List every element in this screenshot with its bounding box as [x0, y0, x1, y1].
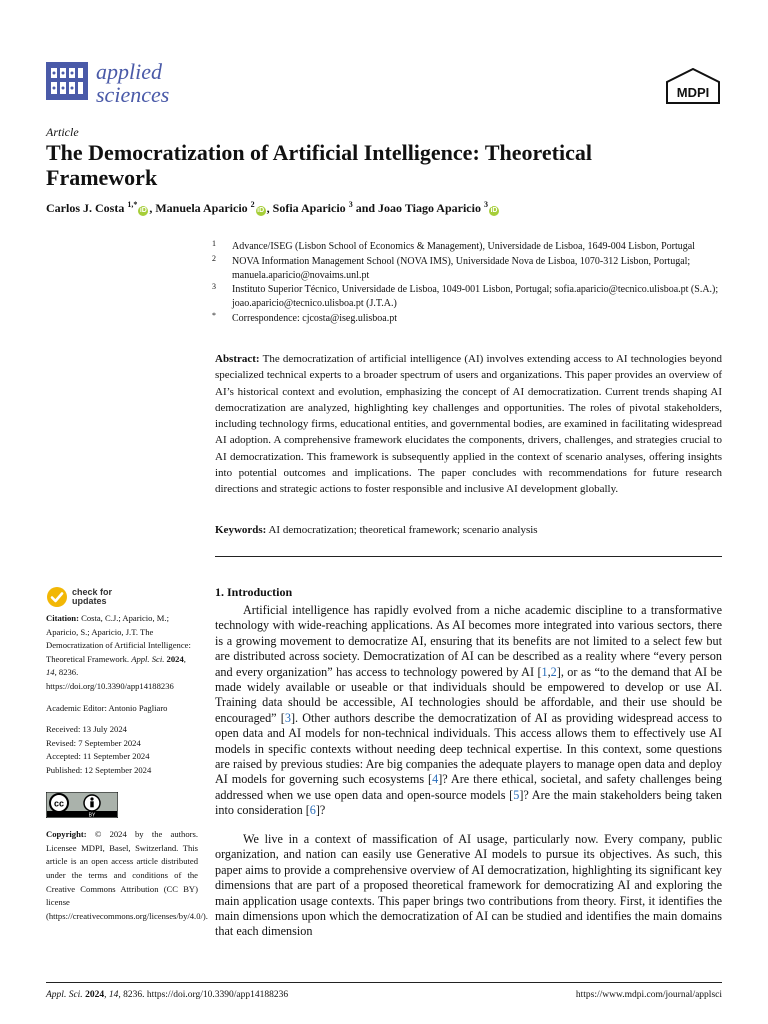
abstract-text: The democratization of artificial intelligence (AI) involves extending access to AI technologies beyond specialized technical experts to a broader spectrum of users and organizations. This paper provides an overview of AI’s historical context and evolution, emphasizing the concept of AI democratization. Current trends shaping AI democratization are analyzed, highlighting key challenges and opportunities. The roles of pivotal stakeholders, including technology firms, educational entities, and governmental bodies, are examined in facilitating widespread AI adoption. A comprehensive framework elucidates the components, drivers, challenges, and strategies crucial to AI democratization. This framework is subsequently applied in the context of scenario analyses, offering insights into potential outcomes and implications. The paper concludes with recommendations for future research directions and strategic actions to foster responsible and inclusive AI development globally.	[215, 353, 722, 496]
author-list	[46, 200, 736, 216]
author-name: Manuela Aparicio	[155, 201, 248, 215]
copyright-label: Copyright:	[46, 829, 87, 840]
journal-name	[96, 60, 169, 106]
check-for-updates-line1: check for	[72, 587, 113, 597]
svg-text:cc: cc	[53, 798, 65, 809]
footer-journal-url[interactable]: https://www.mdpi.com/journal/applsci	[575, 990, 722, 1000]
author-separator: ,	[266, 201, 273, 215]
citation-label: Citation:	[46, 613, 79, 623]
affiliation-item	[212, 255, 722, 283]
journal-logo-icon	[46, 62, 88, 100]
paragraph-text: Artificial intelligence has rapidly evolved from a niche academic discipline to a transformative technology with wide-reaching applications. As AI becomes more integrated into various sectors, there is a growing movement to democratize AI, ensuring that its benefits are not limited to a select few but are distributed across society. Democratization of AI can be described as a reality where “every person and every organization” has access to technology powered by AI [	[215, 603, 722, 679]
citation-doi[interactable]: , 8236. https://doi.org/10.3390/app14188236	[46, 667, 174, 691]
check-for-updates-line2: updates	[72, 596, 107, 606]
date-received: Received: 13 July 2024	[46, 724, 127, 735]
abstract	[215, 351, 722, 498]
citation-link[interactable]: 1	[541, 664, 548, 679]
affiliations	[212, 240, 722, 327]
footer-journal: Appl. Sci.	[46, 990, 83, 1000]
affiliation-number: *	[212, 310, 216, 320]
paragraph-text: ]?	[315, 803, 326, 818]
author-affiliation-mark: 3	[348, 200, 353, 209]
check-for-updates-icon	[46, 586, 68, 608]
section-heading: 1. Introduction	[215, 585, 293, 599]
journal-logo[interactable]	[46, 60, 266, 106]
author-name: Carlos J. Costa	[46, 201, 125, 215]
orcid-icon[interactable]: iD	[257, 207, 265, 214]
affiliation-number: 2	[212, 253, 216, 263]
keywords-text: AI democratization; theoretical framework; scenario analysis	[268, 524, 538, 536]
affiliation-number: 1	[212, 239, 216, 248]
copyright-text: © 2024 by the authors. Licensee MDPI, Basel, Switzerland. This article is an open access article distributed under the terms and conditions of the Creative Commons Attribution (CC BY) license (https://creativecommons.org/licenses/by/4.0/).	[46, 829, 208, 921]
check-for-updates-label	[72, 588, 112, 606]
citation-volume: 14	[46, 667, 55, 678]
intro-paragraph-2: We live in a context of massification of AI usage, particularly now. Every company, public organization, and nation can easily use Generative AI models to pursue its objectives. As such, this paper aims to provide a comprehensive overview of AI democratization, highlighting its significant key dimensions that are part of a proposed theoretical framework for democratizing AI and exploring the main application usage contexts. This paper brings two contributions from theory. First, it identifies the main dimensions upon which the democratization of AI can be studied and identifies the main domains that each dimension	[215, 832, 722, 939]
author-separator: ,	[149, 201, 156, 215]
mdpi-logo[interactable]	[664, 68, 722, 104]
author-affiliation-mark: 2	[250, 200, 255, 209]
paragraph-text: ]. Other authors describe the democratization of AI as providing widespread access to open data and AI models for non-technical individuals. This access allows them to effectively use AI models in specific contexts without needing deep technical expertise. In this context, some questions are raised by previous studies: Are big companies the adequate players to manage open data and deploy AI models for governing such ecosystems [	[215, 710, 723, 787]
paper-title: The Democratization of Artificial Intelligence: Theoretical Framework	[46, 140, 592, 190]
abstract-divider	[215, 556, 722, 557]
citation-link[interactable]: 5	[513, 787, 520, 802]
citation: Citation: Costa, C.J.; Aparicio, M.; Aparicio, S.; Aparicio, J.T. The Democratization of Artificial Intelligence: Theoretical Framework. Appl. Sci. 2024, 14, 8236. https://doi.org/10.3390/app14188236	[46, 613, 191, 691]
author-name: Joao Tiago Aparicio	[378, 201, 481, 215]
footer-volume: 14	[108, 990, 119, 1000]
affiliation-item	[212, 283, 722, 311]
publication-dates	[46, 723, 198, 777]
abstract-label: Abstract:	[215, 353, 260, 365]
date-accepted: Accepted: 11 September 2024	[46, 751, 150, 762]
citation-link[interactable]: 2	[550, 664, 557, 679]
journal-name-line2: sciences	[96, 82, 170, 107]
author-separator: and	[352, 201, 379, 215]
author-affiliation-mark: 1,*	[127, 200, 138, 209]
affiliation-item	[212, 240, 722, 254]
author-affiliation-mark: 3	[483, 200, 488, 209]
citation-link[interactable]: 3	[284, 710, 291, 725]
keywords	[215, 524, 722, 536]
mdpi-logo-text: MDPI	[676, 85, 710, 100]
orcid-icon[interactable]: iD	[490, 207, 498, 214]
sidebar	[46, 612, 208, 931]
keywords-label: Keywords:	[215, 524, 267, 536]
citation-link[interactable]: 4	[432, 772, 439, 787]
paragraph-text: ]? Are there ethical, societal, and safety challenges being addressed when we use open data and open-source models [	[215, 772, 722, 802]
author-name: Sofia Aparicio	[272, 201, 346, 215]
footer-doi[interactable]: , 8236. https://doi.org/10.3390/app14188236	[118, 990, 289, 1000]
affiliation-text: NOVA Information Management School (NOVA IMS), Universidade Nova de Lisboa, 1070-312 Lisbon, Portugal; manuela.aparicio@novaims.unl.pt	[232, 255, 691, 281]
orcid-icon[interactable]: iD	[139, 207, 147, 214]
footer-year: 2024	[85, 990, 105, 1000]
copyright-notice	[46, 828, 208, 923]
citation-text: Costa, C.J.; Aparicio, M.; Aparicio, S.; Aparicio, J.T. The Democratization of Artificial Intelligence: Theoretical Framework.	[46, 613, 191, 664]
date-revised: Revised: 7 September 2024	[46, 737, 141, 748]
date-published: Published: 12 September 2024	[46, 764, 152, 775]
article-type: Article	[46, 125, 79, 139]
paragraph-text: ,	[547, 664, 551, 679]
affiliation-number: 3	[212, 282, 216, 292]
affiliation-text: Instituto Superior Técnico, Universidade de Lisboa, 1049-001 Lisbon, Portugal; sofia.aparicio@tecnico.ulisboa.pt (S.A.); joao.aparicio@tecnico.ulisboa.pt (J.T.A.)	[232, 284, 719, 310]
footer-citation: Appl. Sci. 2024, 14, 8236. https://doi.org/10.3390/app14188236	[46, 990, 289, 1000]
cc-by-license-icon[interactable]	[46, 792, 118, 818]
journal-name-line1: applied	[96, 59, 162, 84]
license-badge-text: BY	[88, 811, 96, 818]
footer-rule	[46, 982, 722, 983]
correspondence-text: Correspondence: cjcosta@iseg.ulisboa.pt	[232, 312, 397, 324]
citation-year: 2024	[166, 653, 184, 664]
citation-link[interactable]: 6	[309, 803, 316, 818]
intro-paragraph-1	[215, 603, 722, 819]
affiliation-text: Advance/ISEG (Lisbon School of Economics & Management), Universidade de Lisboa, 1649-004 Lisbon, Portugal	[232, 241, 695, 252]
paragraph-text: ], or as “to the demand that AI be made widely available or useable or that individuals should be empowered to develop or use AI. Training data should be accessible, AI technologies should be affordable, and their use should be encouraged” [	[215, 664, 722, 725]
affiliation-item	[212, 312, 722, 326]
check-for-updates-button[interactable]	[46, 584, 166, 610]
citation-journal: Appl. Sci.	[131, 653, 165, 664]
paragraph-text: ]? Are the main stakeholders being taken into consideration [	[215, 787, 722, 818]
academic-editor: Academic Editor: Antonio Pagliaro	[46, 702, 168, 713]
